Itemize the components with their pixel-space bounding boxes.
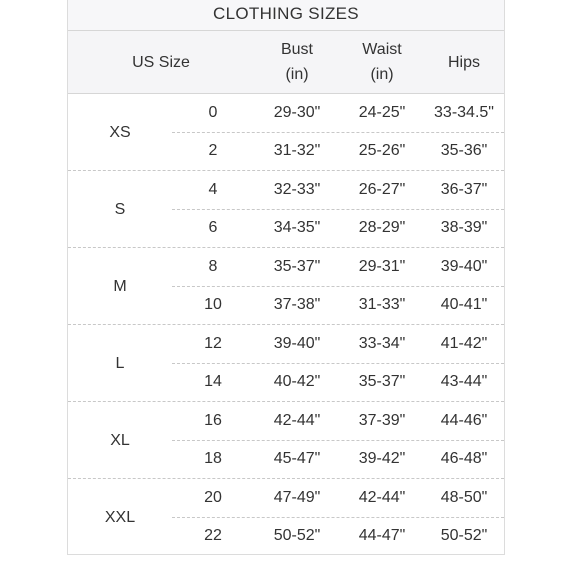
header-bust-label: Bust [280, 41, 313, 58]
cell-hips: 40-41" [440, 296, 488, 313]
cell-bust: 47-49" [273, 489, 321, 506]
group-label: XL [110, 431, 130, 449]
group-label: L [115, 354, 125, 372]
cell-bust: 32-33" [273, 181, 321, 198]
cell-waist: 37-39" [358, 412, 406, 429]
size-group [68, 479, 504, 555]
cell-bust: 29-30" [273, 104, 321, 121]
header-waist-label: Waist [362, 41, 402, 58]
cell-bust: 39-40" [273, 335, 321, 352]
cell-waist: 31-33" [358, 296, 406, 313]
table-row [172, 363, 504, 401]
cell-hips: 39-40" [440, 258, 488, 275]
table-row [172, 248, 504, 286]
cell-bust: 40-42" [273, 373, 321, 390]
table-header-row [68, 31, 504, 94]
cell-us-size: 18 [204, 450, 222, 467]
cell-waist: 29-31" [358, 258, 406, 275]
group-label: XS [109, 123, 131, 141]
cell-waist: 42-44" [358, 489, 406, 506]
cell-bust: 50-52" [273, 527, 321, 544]
cell-waist: 28-29" [358, 219, 406, 236]
cell-waist: 26-27" [358, 181, 406, 198]
size-chart-card [67, 0, 505, 555]
table-row [172, 440, 504, 478]
cell-bust: 35-37" [273, 258, 321, 275]
cell-waist: 44-47" [358, 527, 406, 544]
header-bust [254, 31, 340, 93]
table-row [172, 402, 504, 440]
cell-us-size: 2 [208, 142, 218, 159]
table-row [172, 94, 504, 132]
cell-us-size: 14 [204, 373, 222, 390]
header-bust-unit: (in) [285, 66, 309, 83]
cell-hips: 48-50" [440, 489, 488, 506]
cell-us-size: 22 [204, 527, 222, 544]
cell-bust: 45-47" [273, 450, 321, 467]
size-group [68, 402, 504, 479]
cell-waist: 25-26" [358, 142, 406, 159]
cell-waist: 35-37" [358, 373, 406, 390]
chart-title: CLOTHING SIZES [68, 0, 504, 31]
group-label: XXL [104, 508, 136, 526]
cell-us-size: 8 [208, 258, 218, 275]
cell-hips: 46-48" [440, 450, 488, 467]
header-waist [340, 31, 424, 93]
cell-bust: 37-38" [273, 296, 321, 313]
cell-us-size: 20 [204, 489, 222, 506]
cell-us-size: 10 [204, 296, 222, 313]
cell-bust: 31-32" [273, 142, 321, 159]
cell-hips: 44-46" [440, 412, 488, 429]
cell-waist: 39-42" [358, 450, 406, 467]
cell-hips: 50-52" [440, 527, 488, 544]
cell-bust: 42-44" [273, 412, 321, 429]
table-row [172, 517, 504, 555]
cell-hips: 35-36" [440, 142, 488, 159]
table-row [172, 479, 504, 517]
cell-us-size: 12 [204, 335, 222, 352]
size-group [68, 248, 504, 325]
size-group [68, 94, 504, 171]
table-row [172, 132, 504, 170]
cell-us-size: 0 [208, 104, 218, 121]
group-label: S [114, 200, 126, 218]
cell-bust: 34-35" [273, 219, 321, 236]
header-waist-unit: (in) [370, 66, 394, 83]
cell-hips: 33-34.5" [434, 104, 494, 121]
table-row [172, 325, 504, 363]
cell-us-size: 16 [204, 412, 222, 429]
header-us-size: US Size [132, 53, 190, 71]
table-row [172, 286, 504, 324]
table-row [172, 209, 504, 247]
cell-us-size: 6 [208, 219, 218, 236]
cell-hips: 43-44" [440, 373, 488, 390]
table-row [172, 171, 504, 209]
size-group [68, 171, 504, 248]
group-label: M [113, 277, 127, 295]
cell-hips: 36-37" [440, 181, 488, 198]
header-hips: Hips [447, 53, 480, 71]
cell-hips: 41-42" [440, 335, 488, 352]
size-group [68, 325, 504, 402]
cell-waist: 33-34" [358, 335, 406, 352]
cell-waist: 24-25" [358, 104, 406, 121]
cell-us-size: 4 [208, 181, 218, 198]
cell-hips: 38-39" [440, 219, 488, 236]
